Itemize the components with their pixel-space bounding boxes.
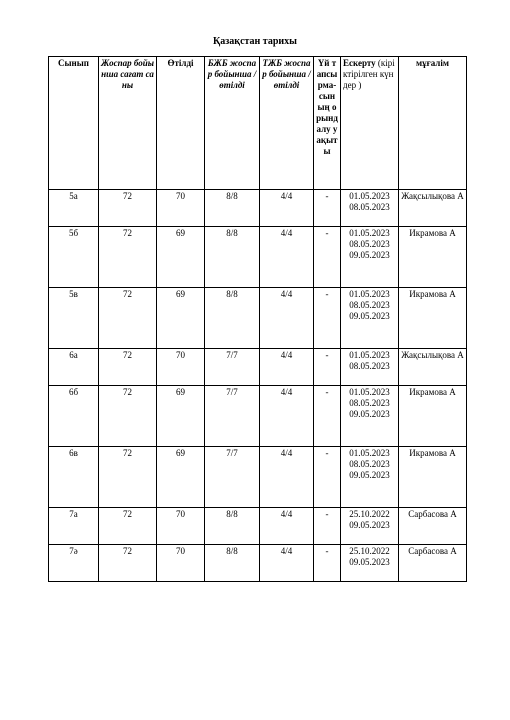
table-row [49, 349, 467, 386]
teacher-cell: Жақсылықова А [399, 190, 467, 227]
tzhb-cell: 4/4 [260, 227, 314, 288]
homework-cell: - [314, 508, 341, 545]
date-entry: 08.05.2023 [349, 202, 390, 212]
tzhb-cell: 4/4 [260, 349, 314, 386]
table-row [49, 227, 467, 288]
homework-cell: - [314, 190, 341, 227]
table-row [49, 545, 467, 582]
teacher-cell: Сарбасова А [399, 508, 467, 545]
date-entry: 08.05.2023 [349, 361, 390, 371]
tzhb-cell: 4/4 [260, 386, 314, 447]
date-entry: 08.05.2023 [349, 239, 390, 249]
table-row [49, 386, 467, 447]
class-cell: 5б [49, 227, 99, 288]
teacher-cell: Икрамова А [399, 447, 467, 508]
date-entry: 08.05.2023 [349, 300, 390, 310]
header-tzhb: ТЖБ жоспар бойынша / өтілді [260, 57, 314, 190]
date-entry: 08.05.2023 [349, 459, 390, 469]
table-row [49, 508, 467, 545]
date-entry: 09.05.2023 [349, 409, 390, 419]
date-entry: 25.10.2022 [349, 546, 390, 556]
teacher-cell: Жақсылықова А [399, 349, 467, 386]
class-cell: 7ә [49, 545, 99, 582]
bzhb-cell: 8/8 [205, 288, 260, 349]
dates-cell [341, 349, 399, 386]
tzhb-cell: 4/4 [260, 190, 314, 227]
done-cell: 70 [157, 508, 205, 545]
header-done: Өтілді [157, 57, 205, 190]
hours-cell: 72 [99, 349, 157, 386]
table-row [49, 288, 467, 349]
dates-cell [341, 545, 399, 582]
header-teacher: мұғалім [399, 57, 467, 190]
date-entry: 08.05.2023 [349, 398, 390, 408]
teacher-cell: Икрамова А [399, 227, 467, 288]
date-entry: 25.10.2022 [349, 509, 390, 519]
class-cell: 7а [49, 508, 99, 545]
date-entry: 01.05.2023 [349, 191, 390, 201]
done-cell: 70 [157, 190, 205, 227]
class-cell: 5а [49, 190, 99, 227]
table-row [49, 190, 467, 227]
class-cell: 6б [49, 386, 99, 447]
header-planned-hours: Жоспар бойынша сағат саны [99, 57, 157, 190]
bzhb-cell: 8/8 [205, 227, 260, 288]
header-class: Сынып [49, 57, 99, 190]
date-entry: 09.05.2023 [349, 520, 390, 530]
date-entry: 09.05.2023 [349, 250, 390, 260]
dates-cell [341, 447, 399, 508]
date-entry: 01.05.2023 [349, 387, 390, 397]
homework-cell: - [314, 227, 341, 288]
homework-cell: - [314, 545, 341, 582]
dates-cell [341, 288, 399, 349]
date-entry: 01.05.2023 [349, 289, 390, 299]
hours-cell: 72 [99, 288, 157, 349]
header-note-title: Ескерту [343, 58, 376, 68]
tzhb-cell: 4/4 [260, 545, 314, 582]
dates-cell [341, 227, 399, 288]
teacher-cell: Икрамова А [399, 288, 467, 349]
class-cell: 6в [49, 447, 99, 508]
header-note-sub: (кіріктірілген күндер ) [343, 58, 395, 90]
date-entry: 01.05.2023 [349, 448, 390, 458]
header-homework: Үй тапсырма- сының орындалу уақыты [314, 57, 341, 190]
hours-cell: 72 [99, 545, 157, 582]
dates-cell [341, 190, 399, 227]
report-table [48, 56, 467, 582]
date-entry: 01.05.2023 [349, 228, 390, 238]
hours-cell: 72 [99, 386, 157, 447]
homework-cell: - [314, 447, 341, 508]
date-entry: 09.05.2023 [349, 311, 390, 321]
class-cell: 6а [49, 349, 99, 386]
tzhb-cell: 4/4 [260, 447, 314, 508]
hours-cell: 72 [99, 190, 157, 227]
document-title: Қазақстан тарихы [213, 36, 297, 47]
date-entry: 01.05.2023 [349, 350, 390, 360]
tzhb-cell: 4/4 [260, 508, 314, 545]
done-cell: 69 [157, 288, 205, 349]
done-cell: 69 [157, 386, 205, 447]
done-cell: 69 [157, 227, 205, 288]
bzhb-cell: 7/7 [205, 386, 260, 447]
homework-cell: - [314, 386, 341, 447]
hours-cell: 72 [99, 227, 157, 288]
teacher-cell: Сарбасова А [399, 545, 467, 582]
bzhb-cell: 7/7 [205, 447, 260, 508]
class-cell: 5в [49, 288, 99, 349]
bzhb-cell: 8/8 [205, 190, 260, 227]
hours-cell: 72 [99, 508, 157, 545]
bzhb-cell: 7/7 [205, 349, 260, 386]
hours-cell: 72 [99, 447, 157, 508]
done-cell: 69 [157, 447, 205, 508]
bzhb-cell: 8/8 [205, 508, 260, 545]
header-bzhb: БЖБ жоспар бойынша / өтілді [205, 57, 260, 190]
dates-cell [341, 386, 399, 447]
homework-cell: - [314, 288, 341, 349]
header-note [341, 57, 399, 190]
dates-cell [341, 508, 399, 545]
table-header-row [49, 57, 467, 190]
table-row [49, 447, 467, 508]
teacher-cell: Икрамова А [399, 386, 467, 447]
done-cell: 70 [157, 349, 205, 386]
done-cell: 70 [157, 545, 205, 582]
date-entry: 09.05.2023 [349, 557, 390, 567]
date-entry: 09.05.2023 [349, 470, 390, 480]
tzhb-cell: 4/4 [260, 288, 314, 349]
bzhb-cell: 8/8 [205, 545, 260, 582]
homework-cell: - [314, 349, 341, 386]
